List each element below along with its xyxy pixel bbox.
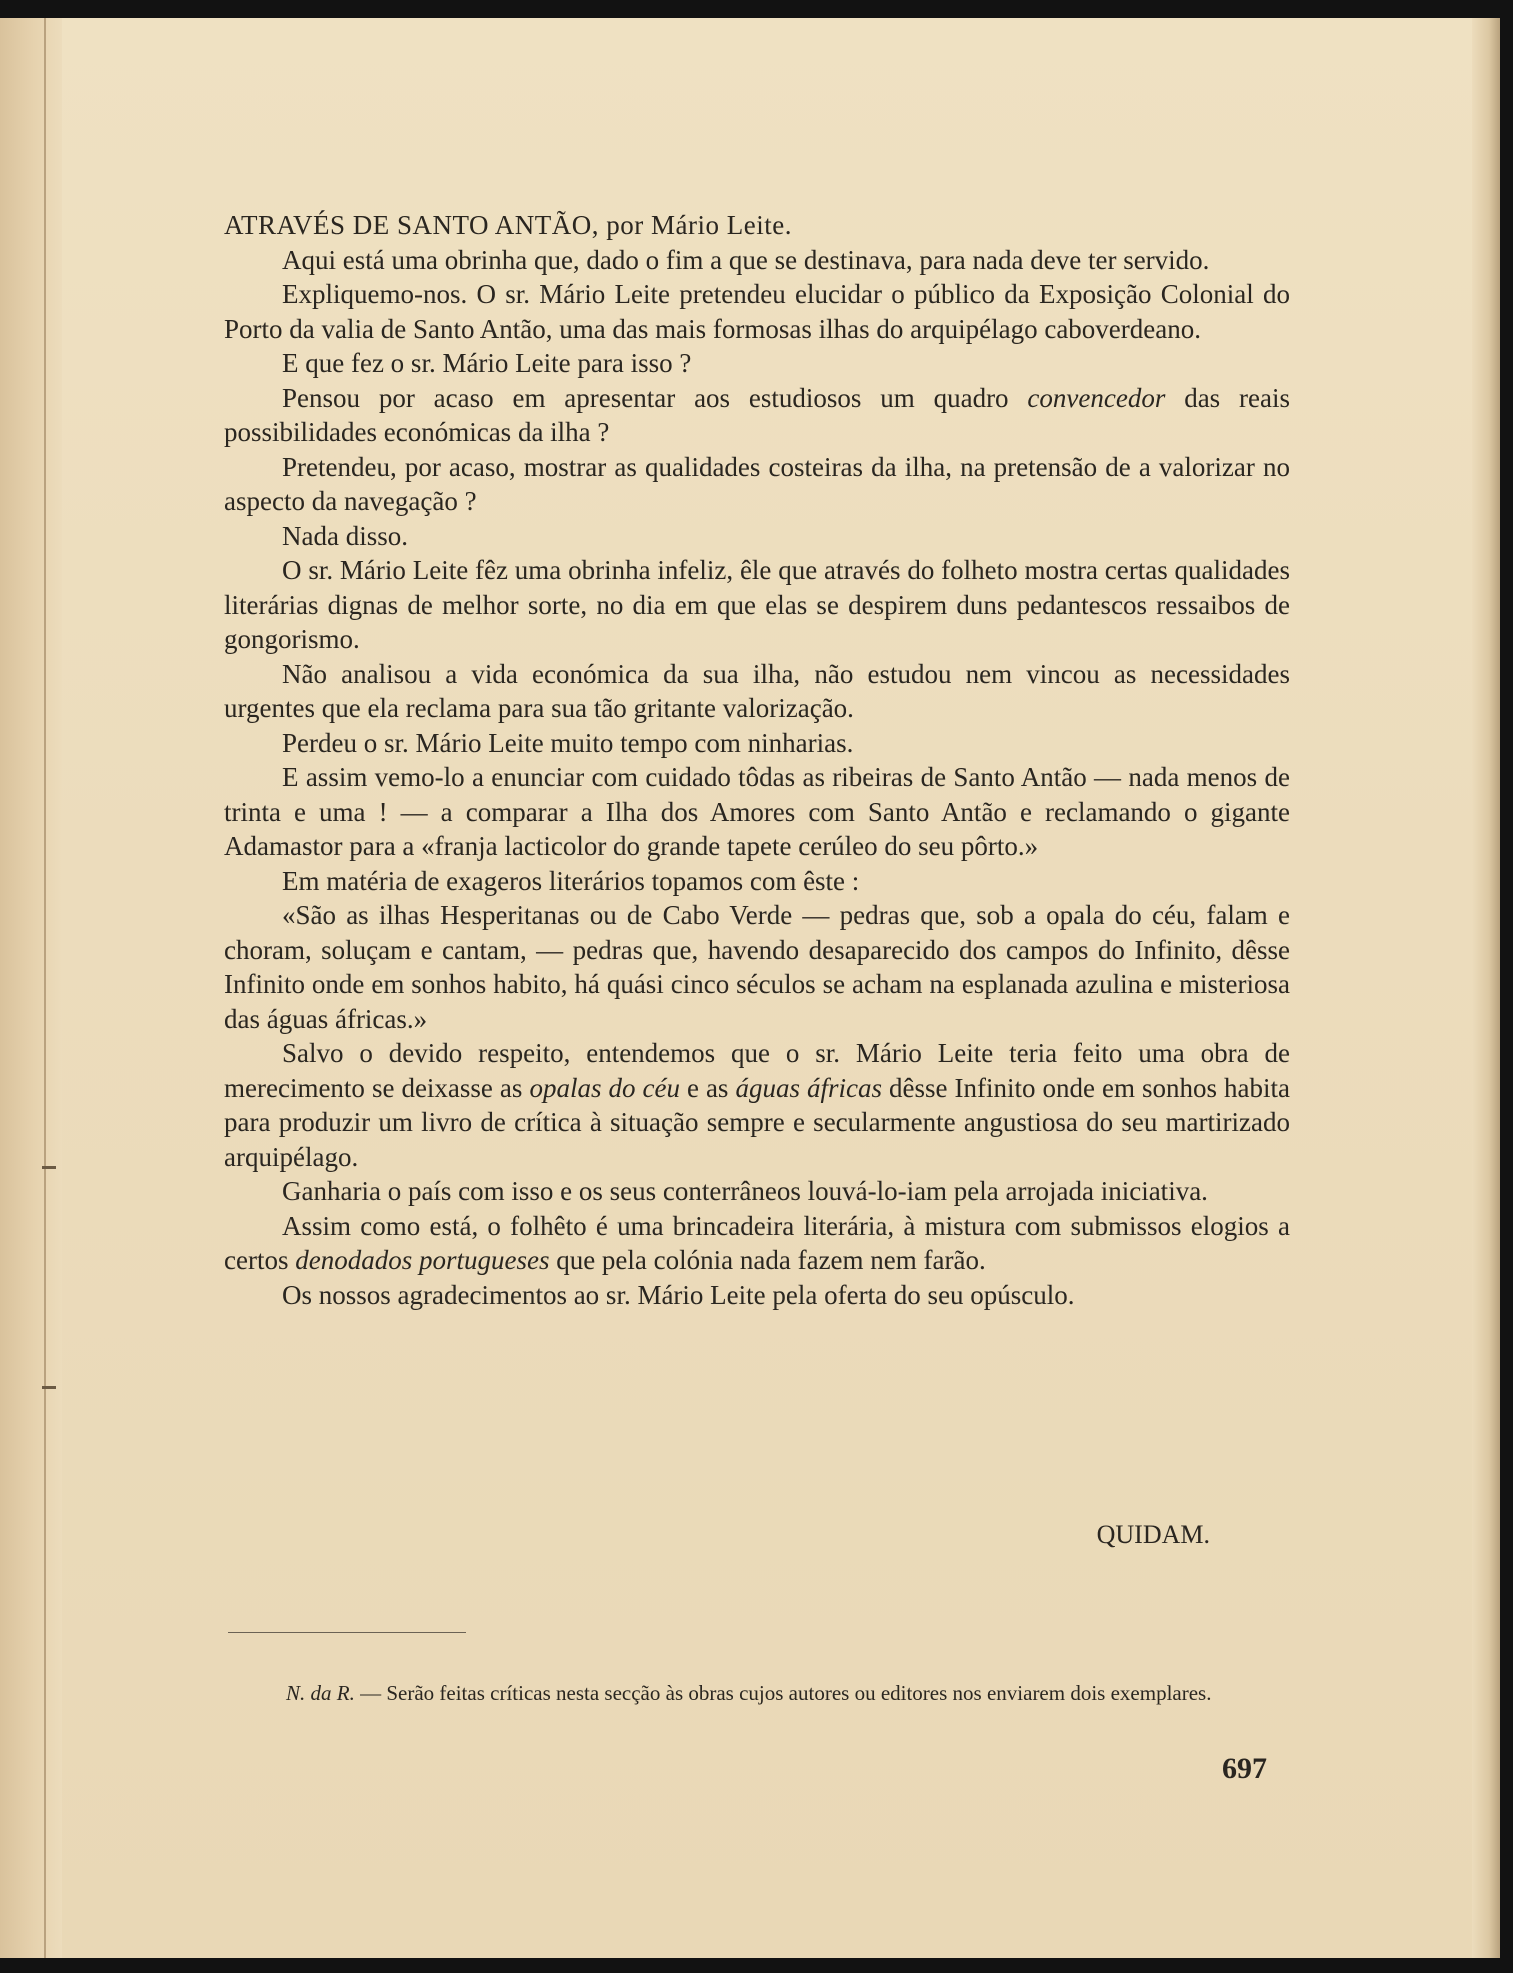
paragraph: O sr. Mário Leite fêz uma obrinha infeliz, êle que através do folheto mostra certas qualidades literárias dignas de melhor sorte, no dia em que elas se despirem duns pedantescos ressaibos de gongorismo. xyxy=(224,555,1290,654)
review-heading xyxy=(224,208,1290,243)
paragraph-text: Assim como está, o folhêto é uma brincadeira literária, à mistura com submissos elogios a certos xyxy=(224,1210,1290,1275)
footnote-text: — Serão feitas críticas nesta secção às obras cujos autores ou editores nos enviarem dois exemplares. xyxy=(360,1681,1212,1705)
paragraph-text: Salvo o devido respeito, entendemos que o sr. Mário Leite teria feito uma obra de merecimento se deixasse as xyxy=(224,1038,1290,1103)
italic-phrase: opalas do céu xyxy=(529,1072,680,1103)
page-number: 697 xyxy=(1222,1752,1267,1785)
paragraph-text: das reais possibilidades económicas da ilha ? xyxy=(224,382,1290,447)
paragraph-text: dêsse Infinito onde em sonhos habita para produzir um livro de crítica à situação sempre e secularmente angustiosa do seu martirizado arquipélago. xyxy=(224,1072,1290,1172)
book-title: ATRAVÉS DE SANTO ANTÃO, xyxy=(224,210,600,240)
italic-phrase: denodados portugueses xyxy=(295,1245,550,1275)
paragraph: Pretendeu, por acaso, mostrar as qualidades costeiras da ilha, na pretensão de a valorizar no aspecto da navegação ? xyxy=(224,451,1290,516)
paragraph: E que fez o sr. Mário Leite para isso ? xyxy=(282,348,692,378)
paragraph xyxy=(224,1036,1290,1174)
paragraph-text: e as xyxy=(686,1072,729,1103)
paragraph-text: que pela colónia nada fazem nem farão. xyxy=(556,1245,986,1275)
italic-phrase: águas áfricas xyxy=(735,1072,882,1103)
paragraph: Nada disso. xyxy=(282,520,408,551)
paragraph-text: Pensou por acaso em apresentar aos estudiosos um quadro xyxy=(282,382,1009,413)
editorial-footnote xyxy=(224,1678,1274,1708)
scanned-page xyxy=(0,18,1500,1958)
footnote-label: N. da R. xyxy=(286,1681,355,1705)
page-right-edge xyxy=(1472,18,1500,1958)
binding-fold-line xyxy=(44,18,46,1958)
paragraph: Os nossos agradecimentos ao sr. Mário Leite pela oferta do seu opúsculo. xyxy=(282,1279,1075,1310)
footnote-divider xyxy=(228,1632,466,1633)
paragraph xyxy=(224,381,1290,450)
quotation-paragraph: «São as ilhas Hesperitanas ou de Cabo Verde — pedras que, sob a opala do céu, falam e choram, soluçam e cantam, — pedras que, havendo desaparecido dos campos do Infinito, dêsse Infinito onde em sonhos habito, há quási cinco séculos se acham na esplanada azulina e misteriosa das águas áfricas.» xyxy=(224,900,1290,1034)
paragraph: E assim vemo-lo a enunciar com cuidado tôdas as ribeiras de Santo Antão — nada menos de trinta e uma ! — a comparar a Ilha dos Amores com Santo Antão e reclamando o gigante Adamastor para a «franja lacticolor do grande tapete cerúleo do seu pôrto.» xyxy=(224,762,1290,861)
page-binding-margin xyxy=(0,18,62,1958)
italic-phrase: convencedor xyxy=(1027,382,1166,413)
review-body xyxy=(224,208,1290,1312)
paragraph: Em matéria de exageros literários topamos com êste : xyxy=(282,865,860,896)
book-author: por Mário Leite. xyxy=(606,210,792,240)
paragraph: Perdeu o sr. Mário Leite muito tempo com ninharias. xyxy=(282,727,854,758)
binding-thread-mark xyxy=(42,1166,56,1169)
paragraph: Aqui está uma obrinha que, dado o fim a que se destinava, para nada deve ter servido. xyxy=(282,244,1210,275)
paragraph: Ganharia o país com isso e os seus conterrâneos louvá-lo-iam pela arrojada iniciativa. xyxy=(282,1176,1208,1206)
paragraph: Expliquemo-nos. O sr. Mário Leite pretendeu elucidar o público da Exposição Colonial do Porto da valia de Santo Antão, uma das mais formosas ilhas do arquipélago caboverdeano. xyxy=(224,279,1290,344)
review-signature: QUIDAM. xyxy=(1096,1520,1210,1549)
binding-thread-mark xyxy=(42,1386,56,1389)
paragraph: Não analisou a vida económica da sua ilha, não estudou nem vincou as necessidades urgentes que ela reclama para sua tão gritante valorização. xyxy=(224,658,1290,723)
paragraph xyxy=(224,1209,1290,1278)
